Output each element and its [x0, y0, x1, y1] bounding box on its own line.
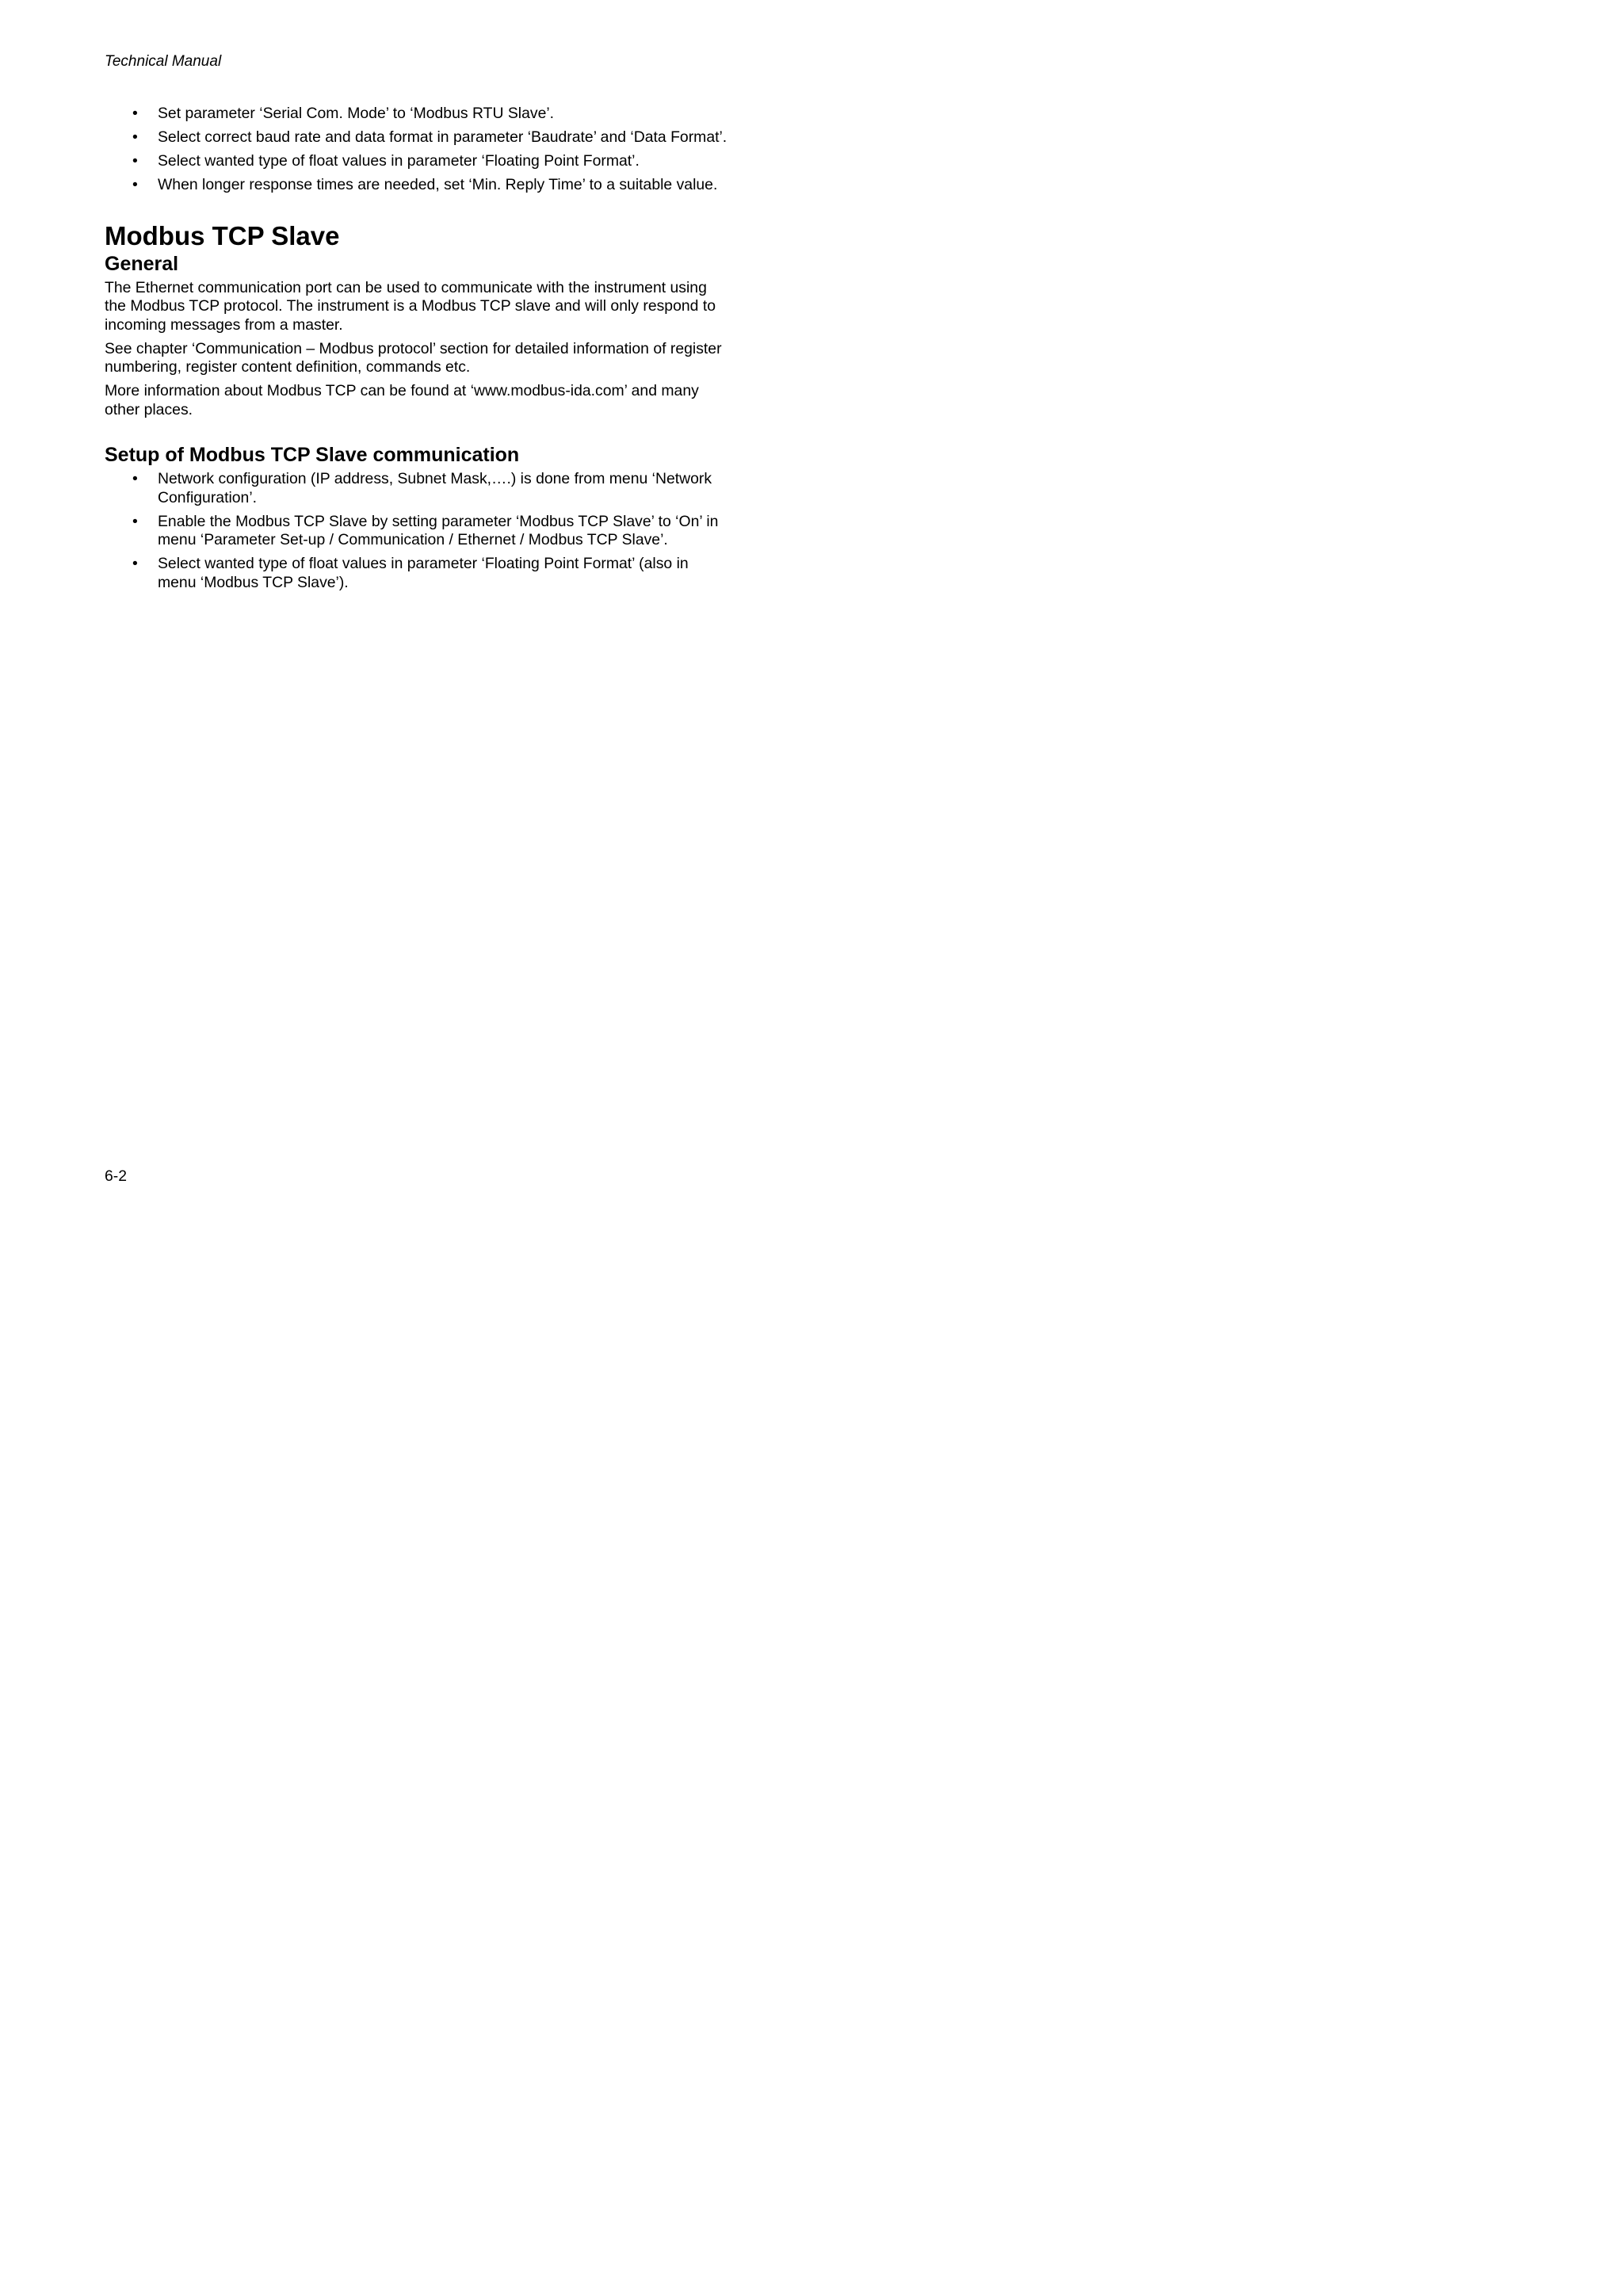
bullet-icon: • — [132, 105, 138, 122]
list-item-text: Enable the Modbus TCP Slave by setting parameter ‘Modbus TCP Slave’ to ‘On’ in menu ‘Parameter Set-up / Communication / Ethernet / Modbus TCP Slave’. — [158, 512, 719, 548]
bullet-icon: • — [132, 128, 138, 146]
body-paragraph: More information about Modbus TCP can be found at ‘www.modbus-ida.com’ and many other places. — [105, 382, 699, 418]
body-paragraph: See chapter ‘Communication – Modbus protocol’ section for detailed information of register numbering, register content definition, commands etc. — [105, 339, 722, 376]
list-item-text: Select correct baud rate and data format in parameter ‘Baudrate’ and ‘Data Format’. — [158, 128, 727, 146]
setup-bullet-list — [105, 470, 731, 592]
list-item-text: When longer response times are needed, set ‘Min. Reply Time’ to a suitable value. — [158, 176, 718, 193]
list-item-text: Set parameter ‘Serial Com. Mode’ to ‘Modbus RTU Slave’. — [158, 105, 555, 122]
page-number: 6-2 — [105, 1167, 128, 1185]
list-item — [105, 128, 731, 147]
list-item — [105, 555, 731, 592]
bullet-icon: • — [132, 555, 138, 572]
list-item-text: Network configuration (IP address, Subnet Mask,….) is done from menu ‘Network Configuration’. — [158, 470, 712, 506]
setup-heading: Setup of Modbus TCP Slave communication — [105, 444, 520, 466]
list-item — [105, 152, 731, 171]
general-heading: General — [105, 252, 179, 275]
list-item-text: Select wanted type of float values in parameter ‘Floating Point Format’. — [158, 152, 640, 170]
bullet-icon: • — [132, 176, 138, 193]
document-page — [0, 0, 872, 1233]
body-paragraph: The Ethernet communication port can be used to communicate with the instrument using the Modbus TCP protocol. The instrument is a Modbus TCP slave and will only respond to incoming messages from a master. — [105, 278, 716, 334]
list-item-text: Select wanted type of float values in parameter ‘Floating Point Format’ (also in menu ‘Modbus TCP Slave’). — [158, 555, 689, 591]
section-title: Modbus TCP Slave — [105, 220, 340, 250]
bullet-icon: • — [132, 470, 138, 487]
list-item — [105, 513, 731, 550]
list-item — [105, 105, 731, 124]
list-item — [105, 176, 731, 195]
bullet-icon: • — [132, 512, 138, 530]
intro-bullet-list — [105, 105, 731, 195]
bullet-icon: • — [132, 152, 138, 170]
running-header: Technical Manual — [105, 53, 222, 70]
list-item — [105, 470, 731, 507]
page-content — [105, 105, 731, 598]
